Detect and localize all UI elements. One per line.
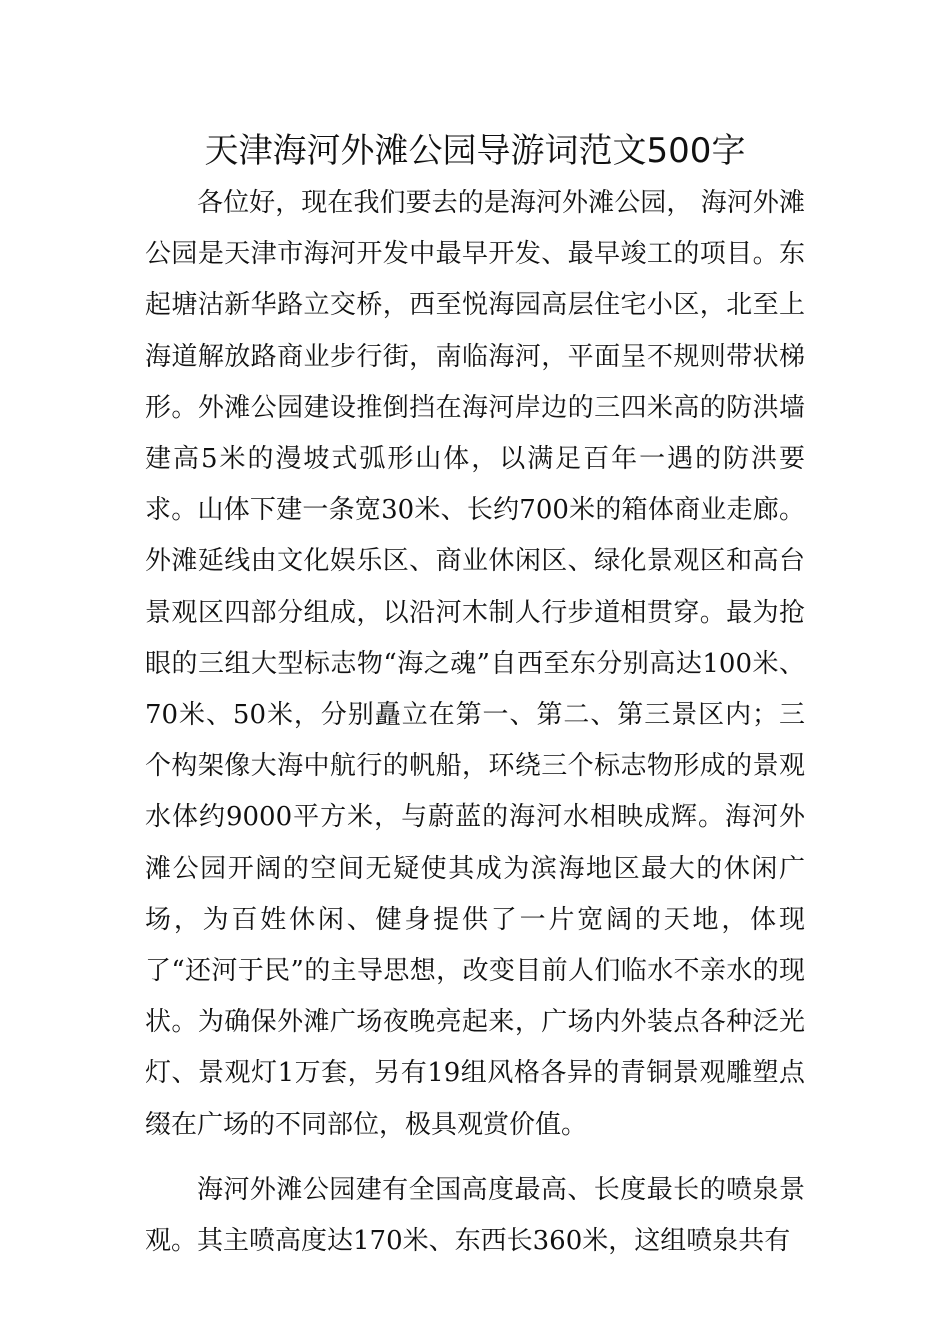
- document-title: 天津海河外滩公园导游词范文500字: [204, 131, 746, 171]
- document-body: [145, 178, 805, 1267]
- paragraph-2: 海河外滩公园建有全国高度最高、长度最长的喷泉景观。其主喷高度达170米、东西长360米，这组喷泉共有: [145, 1174, 805, 1257]
- paragraph-1: 各位好，现在我们要去的是海河外滩公园， 海河外滩公园是天津市海河开发中最早开发、最早竣工的项目。东起塘沽新华路立交桥，西至悦海园高层住宅小区，北至上海道解放路商业步行街，南临海河，平面呈不规则带状梯形。外滩公园建设推倒挡在海河岸边的三四米高的防洪墙建高5米的漫坡式弧形山体，以满足百年一遇的防洪要求。山体下建一条宽30米、长约700米的箱体商业走廊。外滩延线由文化娱乐区、商业休闲区、绿化景观区和高台景观区四部分组成，以沿河木制人行步道相贯穿。最为抢眼的三组大型标志物“海之魂”自西至东分别高达100米、70米、50米，分别矗立在第一、第二、第三景区内；三个构架像大海中航行的帆船，环绕三个标志物形成的景观水体约9000平方米，与蔚蓝的海河水相映成辉。海河外滩公园开阔的空间无疑使其成为滨海地区最大的休闲广场，为百姓休闲、健身提供了一片宽阔的天地，体现了“还河于民”的主导思想，改变目前人们临水不亲水的现状。为确保外滩广场夜晚亮起来，广场内外装点各种泛光灯、景观灯1万套，另有19组风格各异的青铜景观雕塑点缀在广场的不同部位，极具观赏价值。: [145, 188, 805, 1140]
